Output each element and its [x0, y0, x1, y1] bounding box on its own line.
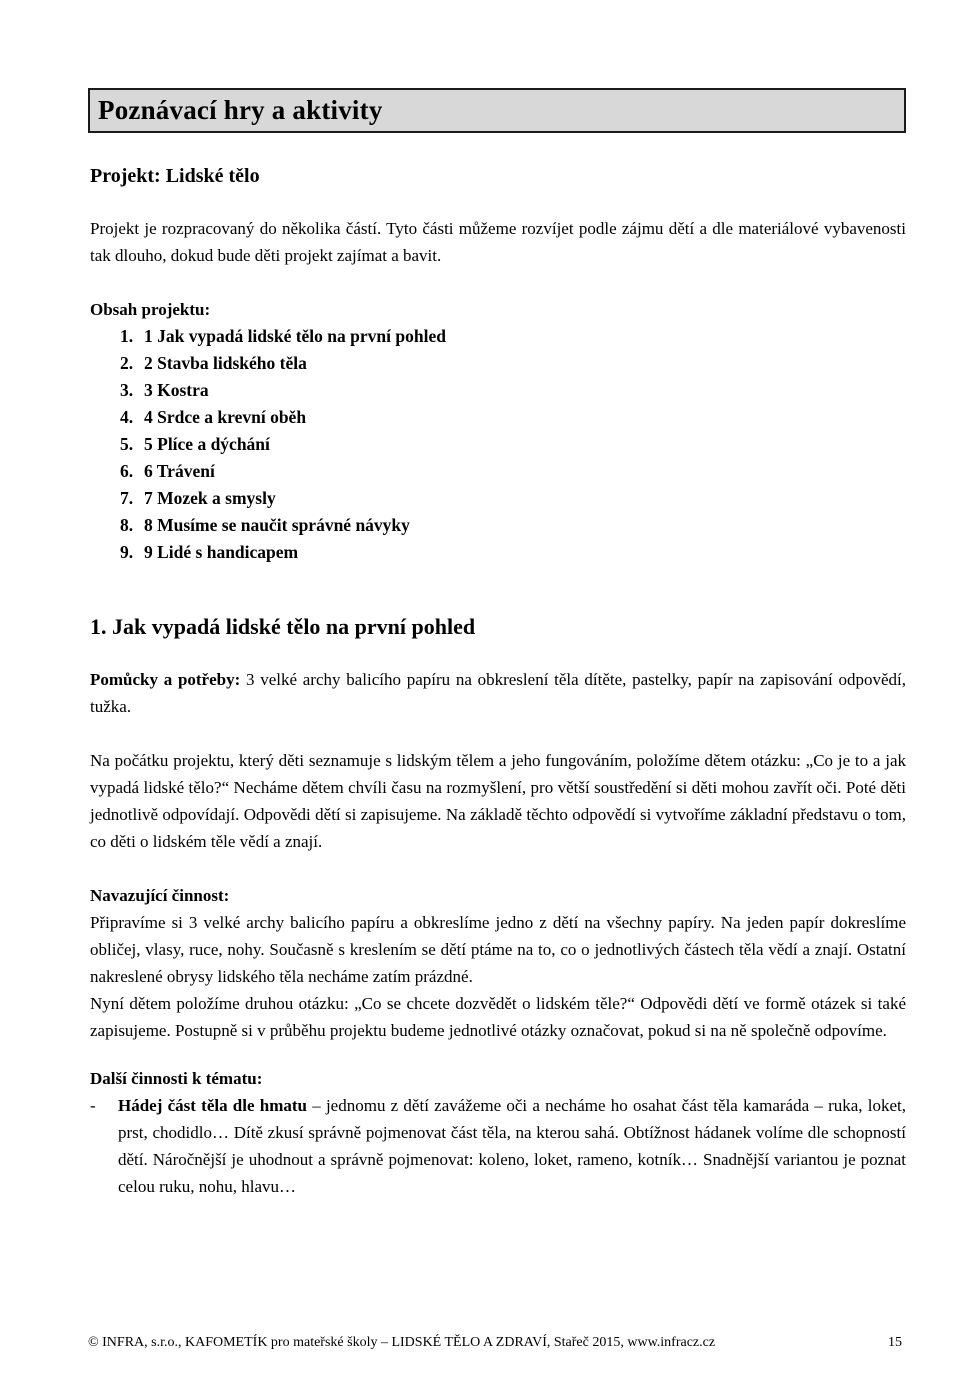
bullet-dash: -: [90, 1096, 96, 1115]
toc-item: [88, 323, 906, 350]
toc-list: [88, 323, 906, 566]
toc-item-number: 5.: [120, 434, 134, 454]
supplies-label: Pomůcky a potřeby:: [90, 670, 241, 689]
toc-item: [88, 350, 906, 377]
page-footer: [88, 1334, 906, 1352]
activities-heading: Další činnosti k tématu:: [90, 1069, 263, 1088]
chapter-banner-title: Poznávací hry a aktivity: [98, 95, 383, 125]
toc-item-label: 1 Jak vypadá lidské tělo na první pohled: [144, 326, 446, 346]
toc-item: [88, 539, 906, 566]
toc-item-label: 3 Kostra: [144, 380, 209, 400]
chapter-banner: [88, 88, 906, 133]
toc-item-label: 4 Srdce a krevní oběh: [144, 407, 307, 427]
toc-item-number: 6.: [120, 461, 134, 481]
followup-paragraph-2: Nyní dětem položíme druhou otázku: „Co se chcete dozvědět o lidském těle?“ Odpovědi dětí ve formě otázek si také zapisujeme. Postupně si v průběhu projektu budeme jednotlivé otázky označovat, pokud si na ně společně odpovíme.: [90, 994, 906, 1040]
toc-item-label: 6 Trávení: [144, 461, 215, 481]
toc-item: [88, 458, 906, 485]
toc-item: [88, 485, 906, 512]
toc-item-label: 5 Plíce a dýchání: [144, 434, 270, 454]
followup-heading: Navazující činnost:: [90, 886, 230, 905]
activities-block: [88, 1065, 906, 1200]
toc-item: [88, 377, 906, 404]
followup-paragraph-1: Připravíme si 3 velké archy balicího papíru a obkreslíme jedno z dětí na všechny papíry. Na jeden papír dokreslíme obličej, vlasy, ruce, nohy. Současně s kreslením se dětí ptáme na to, co o jednotlivých částech těla vědí a znají. Ostatní nakreslené obrysy lidského těla necháme zatím prázdné.: [90, 913, 906, 986]
footer-copyright: © INFRA, s.r.o., KAFOMETÍK pro mateřské školy – LIDSKÉ TĚLO A ZDRAVÍ, Stařeč 2015, www.infracz.cz: [88, 1335, 716, 1350]
supplies-paragraph: [90, 666, 906, 720]
page-number: 15: [888, 1335, 902, 1350]
toc-item-number: 7.: [120, 488, 134, 508]
project-title: Projekt: Lidské tělo: [90, 165, 260, 187]
intro-paragraph: Projekt je rozpracovaný do několika částí. Tyto části můžeme rozvíjet podle zájmu dětí a dle materiálové vybavenosti tak dlouho, dokud bude děti projekt zajímat a bavit.: [90, 219, 906, 265]
toc-item-number: 3.: [120, 380, 134, 400]
toc-heading: Obsah projektu:: [90, 300, 211, 319]
supplies-text: 3 velké archy balicího papíru na obkreslení těla dítěte, pastelky, papír na zapisování odpovědí, tužka.: [90, 670, 906, 716]
section-heading: 1. Jak vypadá lidské tělo na první pohled: [90, 614, 476, 639]
followup-block: [88, 882, 906, 1044]
activity-text: [118, 1092, 906, 1200]
toc-item-number: 4.: [120, 407, 134, 427]
toc-item-label: 9 Lidé s handicapem: [144, 542, 299, 562]
toc-item-label: 7 Mozek a smysly: [144, 488, 276, 508]
page-content: [88, 88, 906, 1200]
activity-title: Hádej část těla dle hmatu: [118, 1096, 307, 1115]
toc-item-number: 1.: [120, 326, 134, 346]
opening-paragraph: Na počátku projektu, který děti seznamuje s lidským tělem a jeho fungováním, položíme dětem otázku: „Co je to a jak vypadá lidské tělo?“ Necháme dětem chvíli času na rozmyšlení, pro větší soustředění si děti mohou zavřít oči. Poté děti jednotlivě odpovídají. Odpovědi dětí si zapisujeme. Na základě těchto odpovědí si vytvoříme základní představu o tom, co děti o lidském těle vědí a znají.: [90, 751, 906, 851]
toc-item: [88, 512, 906, 539]
toc-item: [88, 431, 906, 458]
toc-item-number: 8.: [120, 515, 134, 535]
toc-item-label: 8 Musíme se naučit správné návyky: [144, 515, 410, 535]
toc-item-label: 2 Stavba lidského těla: [144, 353, 307, 373]
toc-item: [88, 404, 906, 431]
toc-item-number: 9.: [120, 542, 134, 562]
toc-item-number: 2.: [120, 353, 134, 373]
activity-item: [90, 1092, 906, 1200]
activity-description: – jednomu z dětí zavážeme oči a necháme ho osahat část těla kamaráda – ruka, loket, prst, chodidlo… Dítě zkusí správně pojmenovat část těla, na kterou sahá. Obtížnost hádanek volíme dle schopností dětí. Náročnější je uhodnout a správně pojmenovat: koleno, loket, rameno, kotník… Snadnější variantou je poznat celou ruku, nohu, hlavu…: [118, 1096, 907, 1196]
